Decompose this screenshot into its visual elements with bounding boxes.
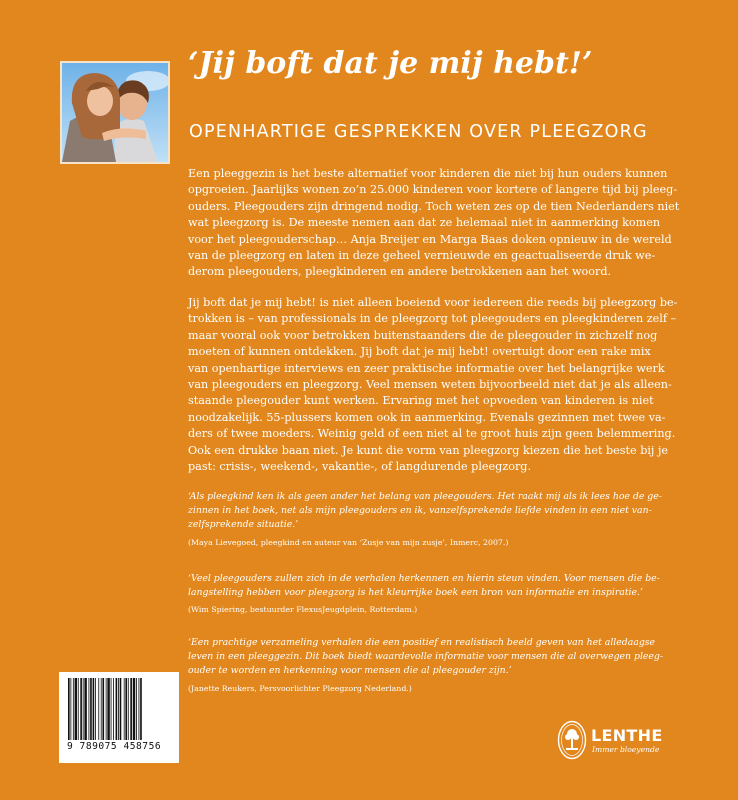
barcode-bar <box>89 678 90 740</box>
book-subtitle: OPENHARTIGE GESPREKKEN OVER PLEEGZORG <box>189 122 648 142</box>
isbn-barcode <box>59 672 179 763</box>
intro-paragraph <box>188 166 694 281</box>
quote-attribution: (Wim Spiering, bestuurder FlexusJeugdplein, Rotterdam.) <box>188 605 418 615</box>
paragraph-line: opgroeien. Jaarlijks wonen zo’n 25.000 kinderen voor kortere of langere tijd bij pleeg- <box>188 183 678 197</box>
barcode-bar <box>106 678 107 740</box>
barcode-bar <box>78 678 79 740</box>
barcode-icon <box>67 678 171 740</box>
quote-line: ouder te worden en herkenning voor mensen die al pleegouder zijn.’ <box>188 665 512 677</box>
review-quote <box>188 636 696 695</box>
barcode-bar <box>68 678 70 740</box>
quote-line: ‘Veel pleegouders zullen zich in de verhalen herkennen en hierin steun vinden. Voor mensen die be- <box>188 573 660 584</box>
review-quote <box>188 572 696 616</box>
paragraph-line: ders of twee moeders. Weinig geld of een niet al te groot huis zijn geen belemmering. <box>188 427 676 441</box>
barcode-bar <box>95 678 96 740</box>
paragraph-line: staande pleegouder kunt werken. Ervaring met het opvoeden van kinderen is niet <box>188 394 654 408</box>
barcode-bar <box>130 678 132 740</box>
barcode-bar <box>116 678 118 740</box>
barcode-bar <box>118 678 119 740</box>
cover-photo <box>60 61 170 164</box>
quote-attribution: (Maya Lievegoed, pleegkind en auteur van ‘Zusje van mijn zusje’, Inmerc, 2007.) <box>188 537 509 547</box>
barcode-bar <box>83 678 84 740</box>
barcode-bar <box>113 678 114 740</box>
book-title: ‘Jij boft dat je mij hebt!’ <box>188 46 593 81</box>
paragraph-line: voor het pleegouderschap… Anja Breijer en Marga Baas doken opnieuw in de wereld <box>188 232 672 246</box>
barcode-bar <box>101 678 102 740</box>
quote-line: zinnen in het boek, net als mijn pleegouders en ik, vanzelfsprekende liefde vinden in een niet van- <box>188 505 652 517</box>
publisher-name: LENTHE <box>591 726 663 745</box>
paragraph-line: noodzakelijk. 55-plussers komen ook in aanmerking. Evenals gezinnen met twee va- <box>188 410 666 424</box>
barcode-bar <box>107 678 109 740</box>
review-quote <box>188 490 696 549</box>
paragraph-line: wat pleegzorg is. De meeste nemen aan dat ze helemaal niet in aanmerking komen <box>188 216 661 230</box>
barcode-bar <box>80 678 82 740</box>
barcode-bar <box>93 678 95 740</box>
two-children-hugging-photo-icon <box>62 63 168 162</box>
barcode-bar <box>75 678 77 740</box>
barcode-bar <box>136 678 137 740</box>
paragraph-line: past: crisis-, weekend-, vakantie-, of langdurende pleegzorg. <box>188 460 532 474</box>
isbn-number: 9 789075 458756 <box>67 741 162 752</box>
description-paragraph <box>188 295 694 475</box>
lenthe-tree-emblem-icon <box>557 720 587 760</box>
barcode-bar <box>120 678 122 740</box>
barcode-bar <box>140 678 142 740</box>
barcode-bar <box>128 678 129 740</box>
paragraph-line: Een pleeggezin is het beste alternatief voor kinderen die niet bij hun ouders kunnen <box>188 167 668 180</box>
paragraph-line: Ook een drukke baan niet. Je kunt die vorm van pleegzorg kiezen die het beste bij je <box>188 443 669 457</box>
paragraph-line: derom pleegouders, pleegkinderen en andere betrokkenen aan het woord. <box>188 265 612 279</box>
paragraph-line: moeten of kunnen ontdekken. Jij boft dat je mij hebt! overtuigt door een rake mix <box>188 345 651 359</box>
paragraph-line: van de pleegzorg en laten in deze geheel vernieuwde en geactualiseerde druk we- <box>188 249 656 263</box>
barcode-bar <box>102 678 104 740</box>
quote-line: ‘Als pleegkind ken ik als geen ander het belang van pleegouders. Het raakt mij als ik lees hoe de ge- <box>188 491 662 502</box>
barcode-bar <box>84 678 86 740</box>
paragraph-line: ouders. Pleegouders zijn dringend nodig. Toch weten zes op de tien Nederlanders niet <box>188 199 680 213</box>
barcode-bar <box>139 678 140 740</box>
barcode-bar <box>98 678 99 740</box>
paragraph-line: van openhartige interviews en zeer praktische informatie over het belangrijke werk <box>188 361 665 375</box>
paragraph-line: trokken is – van professionals in de pleegzorg tot pleegouders en pleegkinderen zelf – <box>188 312 677 326</box>
paragraph-line: maar vooral ook voor betrokken buitenstaanders die de pleegouder in zichzelf nog <box>188 328 658 342</box>
quote-attribution: (Janette Reukers, Persvoorlichter Pleegzorg Nederland.) <box>188 683 412 693</box>
barcode-bar <box>70 678 71 740</box>
paragraph-line: Jij boft dat je mij hebt! is niet alleen boeiend voor iedereen die reeds bij pleegzorg be- <box>188 296 678 309</box>
barcode-bar <box>133 678 135 740</box>
publisher-logo <box>557 720 697 760</box>
barcode-bar <box>90 678 92 740</box>
quote-line: leven in een pleeggezin. Dit boek biedt waardevolle informatie voor mensen die al overwegen pleeg- <box>188 651 664 663</box>
quote-line: langstelling hebben voor pleegzorg is het kleurrijke boek een bron van informatie en inspiratie.’ <box>188 587 643 599</box>
quote-line: zelfsprekende situatie.’ <box>188 519 299 531</box>
barcode-bar <box>111 678 112 740</box>
barcode-bar <box>73 678 74 740</box>
barcode-bar <box>125 678 127 740</box>
paragraph-line: van pleegouders en pleegzorg. Veel mensen weten bijvoorbeeld niet dat je als alleen- <box>188 378 672 392</box>
quote-line: ‘Een prachtige verzameling verhalen die een positief en realistisch beeld geven van het alledaagse <box>188 637 656 648</box>
publisher-tagline: Immer bloeyende <box>592 745 660 754</box>
barcode-bar <box>124 678 125 740</box>
